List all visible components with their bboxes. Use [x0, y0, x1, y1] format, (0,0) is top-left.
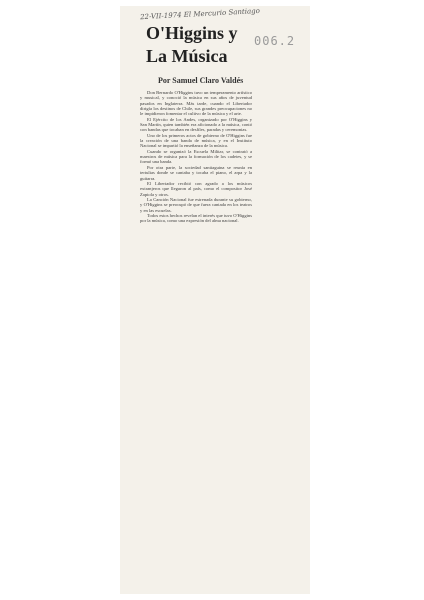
annotation-city: Santiago: [228, 6, 261, 17]
archive-number-stamp: 006.2: [254, 34, 296, 48]
article-body: [140, 90, 252, 586]
title-line-2: La Música: [146, 46, 228, 66]
article-paragraph: Uno de los primeros actos de gobierno de O'Higgins fue la creación de una banda de música, y en el Instituto Nacional se impartió la enseñanza de la música.: [140, 132, 252, 149]
article-paragraph: El Ejército de los Andes, organizado por O'Higgins y San Martín, quien también era aficionado a la música, contó con bandas que tocaban en desfiles, paradas y ceremonias.: [140, 116, 252, 133]
title-line-1: O'Higgins y: [146, 23, 238, 43]
article-paragraph: Don Bernardo O'Higgins tuvo un temperamento artístico y musical, y conoció la música en sus años de juventud pasados en Inglaterra. Más tarde, cuando el Libertador dirigía los destinos de Chile, sus grandes preocupaciones no le impidieron fomentar el cultivo de la música y el arte.: [140, 90, 252, 117]
article-paragraph: La Canción Nacional fue estrenada durante su gobierno, y O'Higgins se preocupó de que fuera cantada en los teatros y en las escuelas.: [140, 196, 252, 213]
annotation-source: El Mercurio: [183, 8, 227, 19]
article-paragraph: Cuando se organizó la Escuela Militar, se contrató a maestros de música para la formación de los cadetes, y se formó una banda.: [140, 148, 252, 165]
article-byline: Por Samuel Claro Valdés: [158, 76, 244, 85]
annotation-date: 22-VII-1974: [139, 11, 182, 22]
article-paragraph: Todos estos hechos revelan el interés que tuvo O'Higgins por la música, como una expresión del alma nacional.: [140, 212, 252, 224]
article-paragraph: Por otra parte, la sociedad santiaguina se reunía en tertulias donde se cantaba y tocaba el piano, el arpa y la guitarra.: [140, 164, 252, 181]
article-title: [146, 22, 296, 68]
article-paragraph: El Libertador recibió con agrado a los músicos extranjeros que llegaron al país, como el compositor José Zapiola y otros.: [140, 180, 252, 197]
